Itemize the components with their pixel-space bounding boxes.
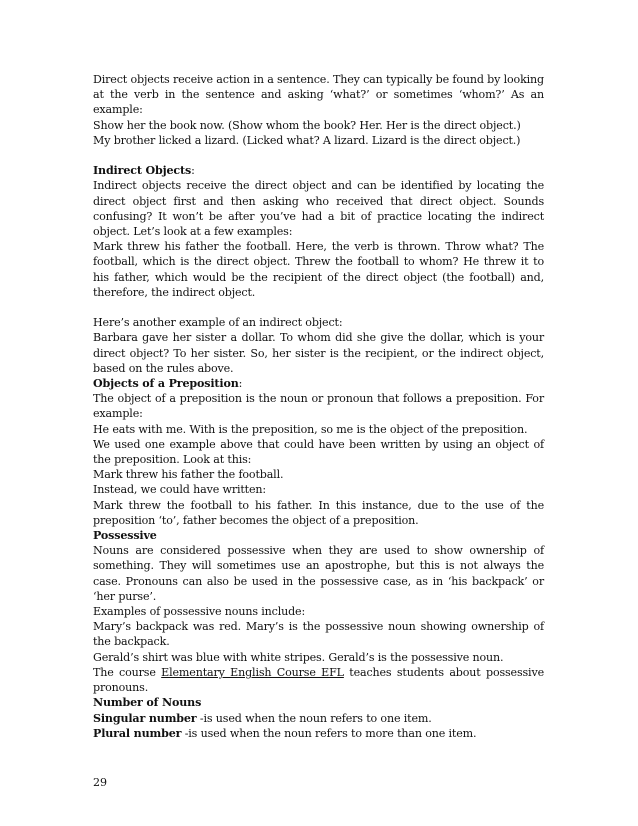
preposition-heading-colon: : <box>238 377 243 391</box>
preposition-line-2: Instead, we could have written: <box>93 483 266 497</box>
page-body <box>93 72 544 741</box>
preposition-rewrite: Mark threw the football to his father. In this instance, due to the use of the preposition ‘to’, father becomes the object of a preposition. <box>93 498 544 527</box>
direct-object-intro: Direct objects receive action in a sentence. They can typically be found by looking at the verb in the sentence and asking ‘what?’ or sometimes ‘whom?’ As an example: <box>93 73 544 117</box>
spacer <box>93 300 544 315</box>
indirect-objects-example-2: Barbara gave her sister a dollar. To whom did she give the dollar, which is your direct object? To her sister. So, her sister is the recipient, or the indirect object, based on the rules above. <box>93 331 544 375</box>
possessive-course <box>93 665 544 695</box>
indirect-objects-heading-text: Indirect Objects <box>93 164 192 178</box>
course-link[interactable]: Elementary English Course EFL <box>161 665 344 679</box>
preposition-heading <box>93 376 544 391</box>
preposition-heading-text: Objects of a Preposition <box>93 377 239 391</box>
preposition-line-1: Mark threw his father the football. <box>93 468 284 482</box>
singular-definition: -is used when the noun refers to one item. <box>196 711 432 725</box>
possessive-definition: Nouns are considered possessive when they are used to show ownership of something. They will sometimes use an apostrophe, but this is not always the case. Pronouns can also be used in the possessive case, as in ‘his backpack’ or ‘her purse’. <box>93 544 544 603</box>
plural-number <box>93 726 544 741</box>
preposition-definition: The object of a preposition is the noun or pronoun that follows a preposition. For example: <box>93 392 544 421</box>
number-heading: Number of Nouns <box>93 696 202 710</box>
indirect-objects-heading-colon: : <box>191 164 195 178</box>
indirect-objects-intro: Indirect objects receive the direct object and can be identified by locating the direct object first and then asking who received that direct object. Sounds confusing? It won’t be after you’ve had a bit of practice locating the indirect object. Let’s look at a few examples: <box>93 179 544 239</box>
indirect-objects-heading <box>93 163 544 178</box>
singular-number <box>93 711 544 726</box>
possessive-heading: Possessive <box>93 529 157 543</box>
plural-definition: -is used when the noun refers to more than one item. <box>181 726 477 740</box>
direct-object-example-1: Show her the book now. (Show whom the book? Her. Her is the direct object.) <box>93 118 521 132</box>
spacer <box>93 148 544 163</box>
preposition-example: He eats with me. With is the preposition, so me is the object of the preposition. <box>93 422 528 436</box>
indirect-objects-another: Here’s another example of an indirect object: <box>93 316 343 330</box>
singular-term: Singular number <box>93 711 197 725</box>
possessive-examples-intro: Examples of possessive nouns include: <box>93 605 306 619</box>
course-text-before: The course <box>93 665 162 679</box>
plural-term: Plural number <box>93 726 182 740</box>
possessive-example-1: Mary’s backpack was red. Mary’s is the possessive noun showing ownership of the backpack. <box>93 620 544 649</box>
possessive-example-2: Gerald’s shirt was blue with white stripes. Gerald’s is the possessive noun. <box>93 650 504 664</box>
direct-object-example-2: My brother licked a lizard. (Licked what? A lizard. Lizard is the direct object.) <box>93 133 521 147</box>
indirect-objects-example-1: Mark threw his father the football. Here, the verb is thrown. Throw what? The football, which is the direct object. Threw the football to whom? He threw it to his father, which would be the recipient of the direct object (the football) and, therefore, the indirect object. <box>93 240 544 299</box>
course-text-after: teaches students about possessive pronouns. <box>93 665 544 695</box>
preposition-used: We used one example above that could have been written by using an object of the preposition. Look at this: <box>93 437 544 467</box>
page-number: 29 <box>93 776 108 789</box>
